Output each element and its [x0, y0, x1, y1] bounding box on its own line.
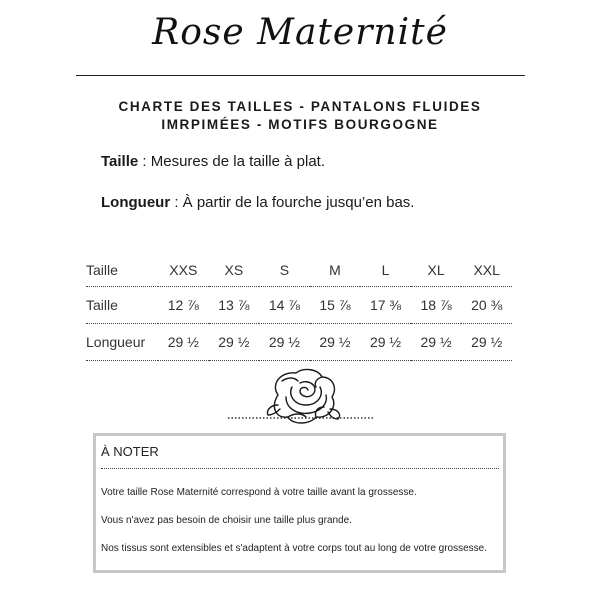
definition-text: : À partir de la fourche jusqu’en bas.	[170, 194, 415, 211]
size-header: XXS	[158, 254, 209, 287]
table-cell: 29 ½	[310, 324, 361, 361]
table-cell: 20 ⅜	[461, 287, 512, 324]
table-cell: 17 ⅜	[360, 287, 411, 324]
size-header: XS	[209, 254, 260, 287]
header-divider	[76, 75, 525, 76]
size-header: L	[360, 254, 411, 287]
size-header: S	[259, 254, 310, 287]
size-header: M	[310, 254, 361, 287]
table-cell: 29 ½	[158, 324, 209, 361]
table-header-row	[86, 254, 512, 287]
table-cell: 12 ⅞	[158, 287, 209, 324]
rose-icon	[226, 365, 376, 427]
table-cell: 15 ⅞	[310, 287, 361, 324]
table-cell: 18 ⅞	[411, 287, 462, 324]
table-row	[86, 287, 512, 324]
note-divider	[101, 468, 499, 469]
page-title-line-1: CHARTE DES TAILLES - PANTALONS FLUIDES	[118, 99, 482, 114]
size-header: XL	[411, 254, 462, 287]
row-label: Taille	[86, 287, 158, 324]
definition-longueur	[101, 194, 414, 211]
header-label: Taille	[86, 254, 158, 287]
brand-logo: Rose Maternité	[152, 12, 448, 53]
definition-term: Taille	[101, 153, 139, 170]
table-cell: 29 ½	[209, 324, 260, 361]
note-paragraph: Vous n'avez pas besoin de choisir une taille plus grande.	[101, 515, 352, 526]
note-box	[93, 433, 506, 573]
definition-term: Longueur	[101, 194, 171, 211]
size-chart-table	[86, 254, 512, 361]
note-paragraph: Votre taille Rose Maternité correspond à votre taille avant la grossesse.	[101, 487, 417, 498]
page-title	[0, 98, 600, 134]
table-cell: 13 ⅞	[209, 287, 260, 324]
page-title-line-2: IMRPIMÉES - MOTIFS BOURGOGNE	[161, 117, 439, 132]
definition-text: : Mesures de la taille à plat.	[138, 153, 326, 170]
table-cell: 29 ½	[411, 324, 462, 361]
table-row	[86, 324, 512, 361]
definition-taille	[101, 153, 325, 170]
table-cell: 14 ⅞	[259, 287, 310, 324]
note-paragraph: Nos tissus sont extensibles et s'adaptent à votre corps tout au long de votre grossesse.	[101, 543, 488, 554]
table-cell: 29 ½	[461, 324, 512, 361]
row-label: Longueur	[86, 324, 158, 361]
note-title: À NOTER	[101, 444, 159, 459]
table-cell: 29 ½	[259, 324, 310, 361]
size-header: XXL	[461, 254, 512, 287]
table-cell: 29 ½	[360, 324, 411, 361]
